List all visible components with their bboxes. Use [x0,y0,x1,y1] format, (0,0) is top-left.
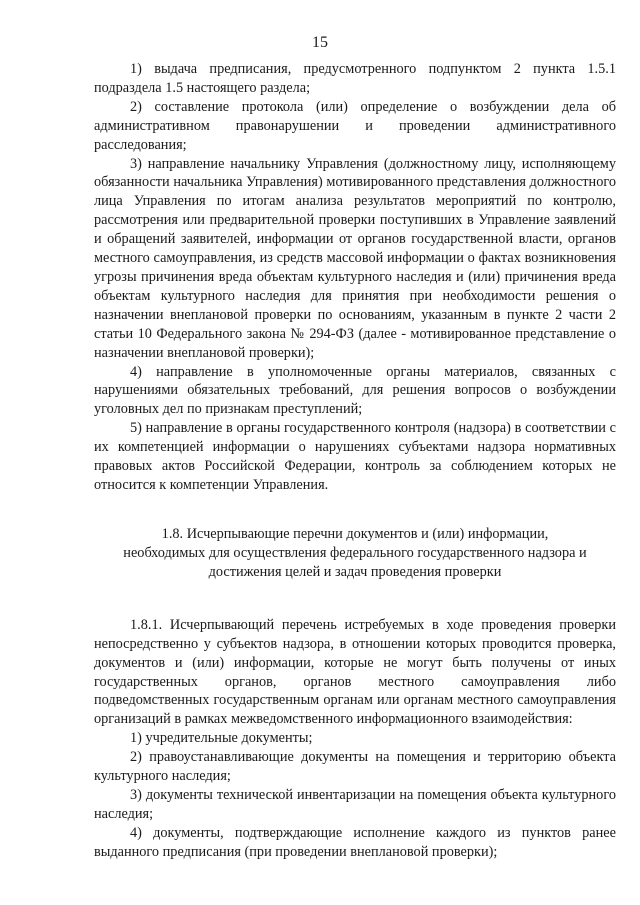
document-body [94,60,616,862]
page-number: 15 [312,34,328,51]
paragraph-item-1: 1) выдача предписания, предусмотренного подпунктом 2 пункта 1.5.1 подраздела 1.5 настоящего раздела; [94,61,616,96]
paragraph-item-2: 2) составление протокола (или) определение о возбуждении дела об административном правонарушении и проведении административного расследования; [94,98,616,153]
paragraph-item-4: 4) направление в уполномоченные органы материалов, связанных с нарушениями обязательных требований, для решения вопросов о возбуждении уголовных дел по признакам преступлений; [94,363,616,418]
list-item-4: 4) документы, подтверждающие исполнение каждого из пунктов ранее выданного предписания (при проведении внеплановой проверки); [94,824,616,860]
paragraph-item-5: 5) направление в органы государственного контроля (надзора) в соответствии с их компетенцией информации о нарушениях субъектами надзора нормативных правовых актов Российской Федерации, контроль за соблюдением которых не относится к компетенции Управления. [94,420,616,493]
list-item-1: 1) учредительные документы; [130,730,313,747]
section-heading: 1.8. Исчерпывающие перечни документов и (или) информации, необходимых для осуществления федерального государственного надзора и достижения целей и задач проведения проверки [123,525,587,580]
list-item-2: 2) правоустанавливающие документы на помещения и территорию объекта культурного наследия; [94,749,616,785]
paragraph-1-8-1: 1.8.1. Исчерпывающий перечень истребуемых в ходе проведения проверки непосредственно у субъектов надзора, в отношении которых проводится проверка, документов и (или) информации, которые не могут быть получены от иных государственных органов, органов местного самоуправления либо подведомственных государственным органам или органам местного самоуправления организаций в рамках межведомственного информационного взаимодействия: [94,616,616,728]
list-item-3: 3) документы технической инвентаризации на помещения объекта культурного наследия; [94,787,616,822]
paragraph-item-3: 3) направление начальнику Управления (должностному лицу, исполняющему обязанности начальника Управления) мотивированного представления должностного лица Управления по итогам анализа результатов мероприятий по контролю, рассмотрения или предварительной проверки поступивших в Управление заявлений и обращений заявителей, информации от органов государственной власти, органов местного самоуправления, из средств массовой информации о фактах возникновения угрозы причинения вреда объектам культурного наследия и (или) причинения вреда объектам культурного наследия для принятия при необходимости решения о назначении внеплановой проверки по основаниям, указанным в пункте 2 части 2 статьи 10 Федерального закона № 294-ФЗ (далее - мотивированное представление о назначении внеплановой проверки); [94,155,616,361]
